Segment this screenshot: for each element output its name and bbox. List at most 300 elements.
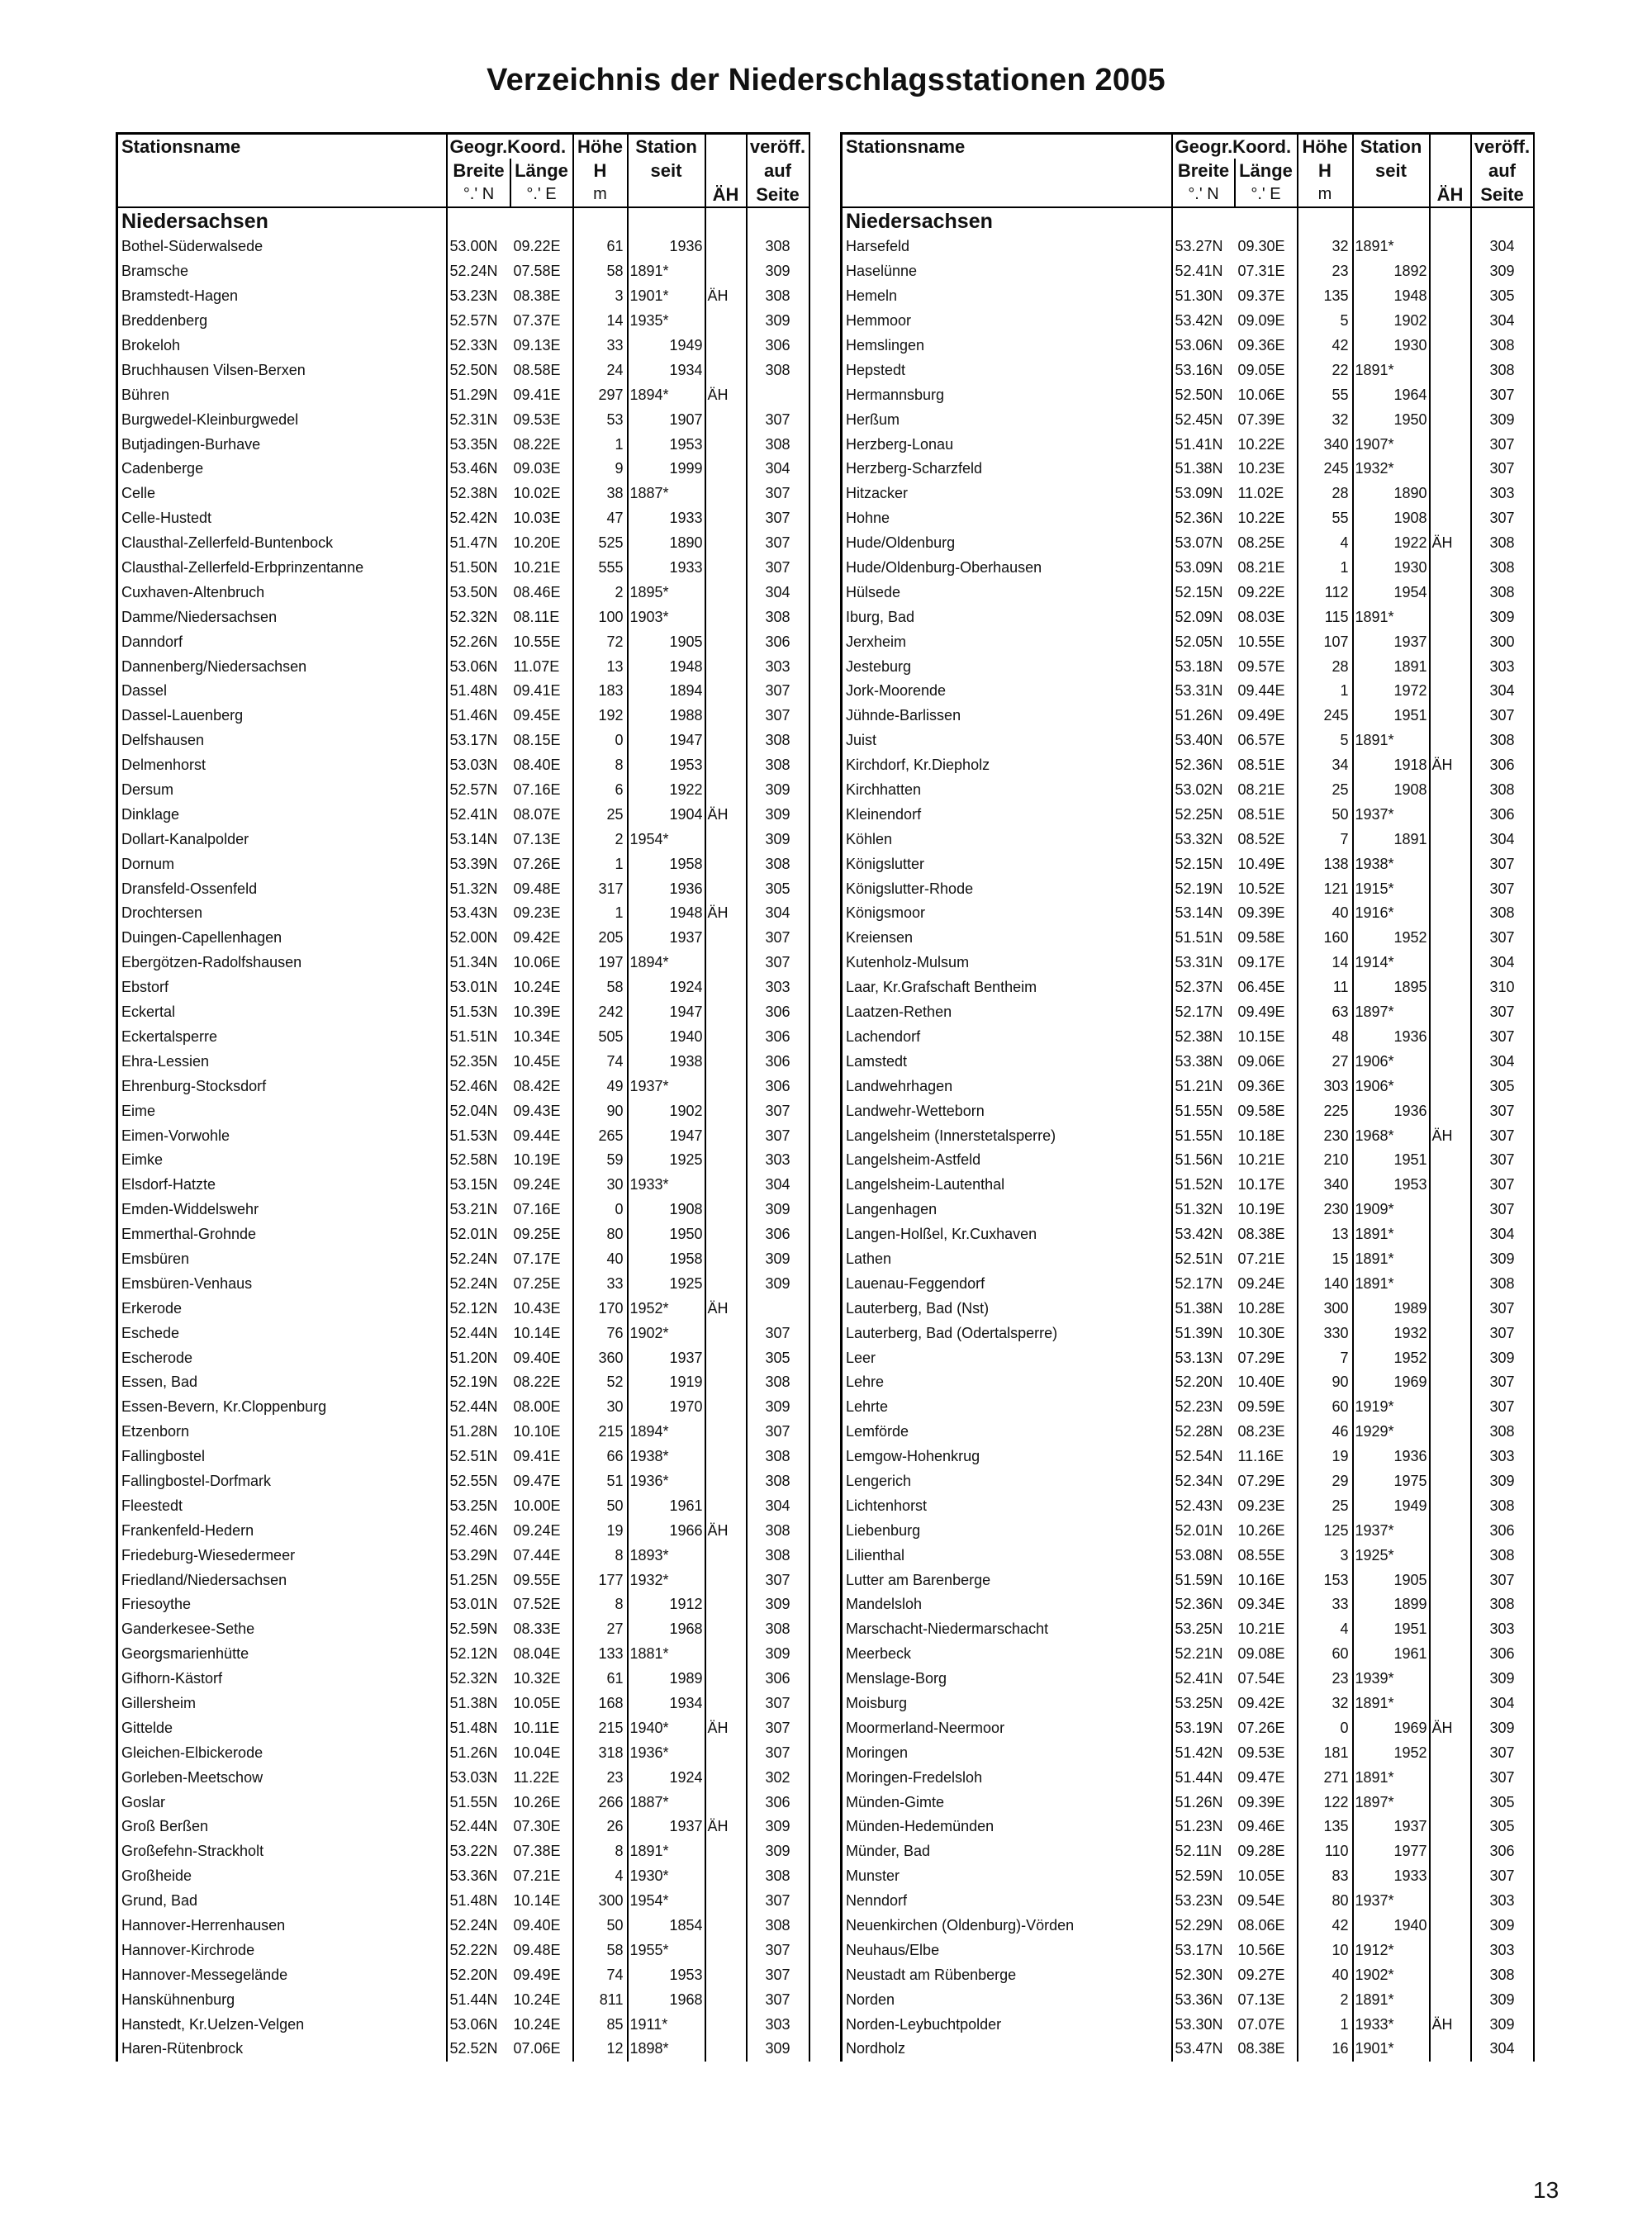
longitude: 10.34E — [513, 1027, 561, 1045]
station-since: 1940 — [1353, 1914, 1430, 1938]
longitude: 09.13E — [513, 337, 561, 354]
table-row — [117, 235, 809, 259]
station-since: 1937* — [1353, 1889, 1430, 1914]
height: 4 — [573, 1864, 628, 1889]
longitude: 10.26E — [513, 1793, 561, 1810]
table-row — [842, 1173, 1534, 1198]
aeh-flag — [705, 1000, 747, 1025]
station-since: 1904 — [628, 802, 705, 827]
header-since-blank — [1353, 183, 1430, 207]
station-name: Dersum — [117, 778, 447, 803]
aeh-flag — [705, 1642, 747, 1667]
table-row — [842, 1395, 1534, 1420]
station-since: 1933* — [1353, 2012, 1430, 2037]
published-page: 305 — [1471, 284, 1534, 309]
station-name: Delfshausen — [117, 728, 447, 753]
published-page: 306 — [747, 1049, 809, 1074]
latitude: 53.25N — [1172, 1617, 1235, 1642]
latitude: 51.52N — [1172, 1173, 1235, 1198]
height: 23 — [1298, 1667, 1353, 1692]
station-since: 1933 — [1353, 1864, 1430, 1889]
header-published: veröff. — [747, 134, 809, 159]
longitude: 07.37E — [513, 312, 561, 330]
published-page: 309 — [1471, 1247, 1534, 1272]
header-height: Höhe — [1298, 134, 1353, 159]
published-page: 306 — [747, 1790, 809, 1815]
station-since: 1905 — [1353, 1568, 1430, 1592]
published-page: 309 — [747, 1247, 809, 1272]
latitude: 53.31N — [1172, 679, 1235, 704]
station-name: Harsefeld — [842, 235, 1172, 259]
table-row — [842, 901, 1534, 926]
station-since: 1891 — [1353, 654, 1430, 679]
longitude: 09.41E — [513, 386, 561, 403]
height: 40 — [573, 1247, 628, 1272]
latitude: 52.45N — [1172, 407, 1235, 432]
station-name: Kreiensen — [842, 926, 1172, 951]
latitude: 53.30N — [1172, 2012, 1235, 2037]
height: 230 — [1298, 1198, 1353, 1222]
longitude: 10.04E — [513, 1744, 561, 1761]
aeh-flag — [1430, 407, 1471, 432]
aeh-flag: ÄH — [1430, 753, 1471, 778]
latitude: 53.36N — [1172, 1987, 1235, 2012]
published-page: 308 — [1471, 334, 1534, 358]
station-name: Liebenburg — [842, 1518, 1172, 1543]
published-page: 307 — [1471, 1000, 1534, 1025]
latitude: 51.38N — [1172, 457, 1235, 482]
longitude: 10.15E — [1237, 1027, 1285, 1045]
station-since: 1930 — [1353, 334, 1430, 358]
latitude: 52.44N — [447, 1321, 510, 1345]
published-page: 305 — [747, 876, 809, 901]
header-page: Seite — [747, 183, 809, 207]
header-since: seit — [628, 159, 705, 183]
longitude: 09.47E — [513, 1472, 561, 1489]
station-name: Lutter am Barenberge — [842, 1568, 1172, 1592]
latitude: 52.11N — [1172, 1839, 1235, 1864]
latitude: 51.46N — [447, 704, 510, 728]
station-name: Laatzen-Rethen — [842, 1000, 1172, 1025]
station-name: Gifhorn-Kästorf — [117, 1667, 447, 1692]
published-page: 304 — [1471, 1049, 1534, 1074]
station-name: Eckertalsperre — [117, 1025, 447, 1050]
station-since: 1938* — [628, 1445, 705, 1469]
latitude: 52.19N — [447, 1370, 510, 1395]
latitude: 51.48N — [447, 1715, 510, 1740]
station-since: 1935* — [628, 309, 705, 334]
height: 14 — [1298, 951, 1353, 975]
longitude: 10.06E — [1237, 386, 1285, 403]
longitude: 09.42E — [513, 929, 561, 947]
height: 15 — [1298, 1247, 1353, 1272]
latitude: 53.08N — [1172, 1543, 1235, 1568]
height: 49 — [573, 1074, 628, 1099]
table-row — [117, 1765, 809, 1790]
station-since: 1890 — [628, 531, 705, 556]
published-page: 307 — [747, 926, 809, 951]
station-name: Köhlen — [842, 827, 1172, 852]
station-since: 1902 — [628, 1099, 705, 1123]
station-since: 1891* — [1353, 1987, 1430, 2012]
latitude: 52.44N — [447, 1815, 510, 1839]
height: 63 — [1298, 1000, 1353, 1025]
height: 140 — [1298, 1271, 1353, 1296]
height: 19 — [1298, 1445, 1353, 1469]
table-row — [842, 1345, 1534, 1370]
table-row — [842, 951, 1534, 975]
published-page: 307 — [747, 482, 809, 506]
header-station-name: Stationsname — [117, 134, 447, 159]
station-since: 1966 — [628, 1518, 705, 1543]
latitude: 52.51N — [1172, 1247, 1235, 1272]
published-page: 307 — [1471, 382, 1534, 407]
published-page: 305 — [1471, 1815, 1534, 1839]
station-name: Dornum — [117, 852, 447, 876]
station-name: Friesoythe — [117, 1592, 447, 1617]
longitude: 10.10E — [513, 1423, 561, 1440]
height: 58 — [573, 259, 628, 284]
station-name: Cadenberge — [117, 457, 447, 482]
station-name: Lemgow-Hohenkrug — [842, 1445, 1172, 1469]
published-page: 307 — [1471, 1099, 1534, 1123]
station-since: 1951 — [1353, 1148, 1430, 1173]
station-name: Königslutter — [842, 852, 1172, 876]
header-latitude: Breite — [1172, 159, 1235, 183]
height: 13 — [573, 654, 628, 679]
longitude: 09.36E — [1237, 1077, 1285, 1094]
latitude: 52.46N — [447, 1074, 510, 1099]
station-since: 1908 — [1353, 778, 1430, 803]
published-page: 304 — [1471, 235, 1534, 259]
longitude: 07.38E — [513, 1843, 561, 1860]
station-since: 1932 — [1353, 1321, 1430, 1345]
height: 1 — [573, 852, 628, 876]
height: 58 — [573, 975, 628, 1000]
table-row — [842, 1617, 1534, 1642]
latitude: 53.19N — [1172, 1715, 1235, 1740]
station-since: 1899 — [1353, 1592, 1430, 1617]
station-since: 1939* — [1353, 1667, 1430, 1692]
header-blank — [842, 159, 1172, 183]
published-page: 308 — [1471, 1420, 1534, 1445]
table-row — [117, 1173, 809, 1198]
longitude: 09.25E — [513, 1226, 561, 1243]
longitude: 10.23E — [1237, 460, 1285, 477]
longitude: 08.21E — [1237, 781, 1285, 799]
aeh-flag — [705, 827, 747, 852]
station-since: 1936* — [628, 1740, 705, 1765]
height: 4 — [1298, 1617, 1353, 1642]
published-page: 308 — [1471, 531, 1534, 556]
station-name: Hemslingen — [842, 334, 1172, 358]
height: 135 — [1298, 1815, 1353, 1839]
published-page: 307 — [1471, 1765, 1534, 1790]
published-page: 300 — [1471, 629, 1534, 654]
longitude: 10.06E — [513, 954, 561, 971]
table-row — [842, 1938, 1534, 1962]
table-row — [117, 827, 809, 852]
published-page: 308 — [747, 235, 809, 259]
station-name: Bramsche — [117, 259, 447, 284]
station-since: 1891* — [1353, 1271, 1430, 1296]
latitude: 52.44N — [447, 1395, 510, 1420]
station-name: Eschede — [117, 1321, 447, 1345]
height: 25 — [573, 802, 628, 827]
station-name: Lauenau-Feggendorf — [842, 1271, 1172, 1296]
aeh-flag — [1430, 1049, 1471, 1074]
published-page: 308 — [747, 1914, 809, 1938]
latitude: 51.55N — [447, 1790, 510, 1815]
longitude: 09.59E — [1237, 1398, 1285, 1416]
longitude: 10.32E — [513, 1670, 561, 1687]
published-page: 309 — [1471, 2012, 1534, 2037]
aeh-flag — [1430, 827, 1471, 852]
longitude: 08.33E — [513, 1620, 561, 1638]
published-page: 307 — [747, 506, 809, 531]
station-since: 1958 — [628, 852, 705, 876]
published-page: 303 — [1471, 1889, 1534, 1914]
aeh-flag — [1430, 629, 1471, 654]
published-page: 308 — [1471, 728, 1534, 753]
table-row — [842, 432, 1534, 457]
latitude: 53.50N — [447, 580, 510, 605]
published-page: 309 — [1471, 1715, 1534, 1740]
station-since: 1937 — [628, 1815, 705, 1839]
published-page: 307 — [747, 1321, 809, 1345]
height: 6 — [573, 778, 628, 803]
latitude: 51.39N — [1172, 1321, 1235, 1345]
table-row — [117, 1370, 809, 1395]
longitude: 07.31E — [1237, 263, 1285, 280]
station-name: Ganderkesee-Sethe — [117, 1617, 447, 1642]
aeh-flag — [705, 506, 747, 531]
height: 14 — [573, 309, 628, 334]
latitude: 51.20N — [447, 1345, 510, 1370]
station-since: 1912 — [628, 1592, 705, 1617]
station-since: 1952 — [1353, 1345, 1430, 1370]
published-page: 307 — [1471, 506, 1534, 531]
aeh-flag — [1430, 556, 1471, 581]
header-aeh-blank2 — [1430, 159, 1471, 183]
published-page: 303 — [1471, 1617, 1534, 1642]
aeh-flag — [1430, 1173, 1471, 1198]
aeh-flag — [1430, 704, 1471, 728]
station-since: 1891* — [628, 259, 705, 284]
station-since: 1953 — [1353, 1173, 1430, 1198]
height: 32 — [1298, 407, 1353, 432]
station-since: 1999 — [628, 457, 705, 482]
aeh-flag — [1430, 309, 1471, 334]
station-name: Duingen-Capellenhagen — [117, 926, 447, 951]
longitude: 09.22E — [1237, 583, 1285, 600]
table-row — [117, 876, 809, 901]
height: 110 — [1298, 1839, 1353, 1864]
table-row — [842, 2012, 1534, 2037]
station-since: 1891* — [1353, 605, 1430, 629]
station-name: Clausthal-Zellerfeld-Erbprinzentanne — [117, 556, 447, 581]
station-name: Nenndorf — [842, 1889, 1172, 1914]
published-page: 309 — [1471, 605, 1534, 629]
published-page: 303 — [747, 975, 809, 1000]
height: 55 — [1298, 506, 1353, 531]
height: 53 — [573, 407, 628, 432]
longitude: 10.30E — [1237, 1324, 1285, 1341]
height: 76 — [573, 1321, 628, 1345]
station-since: 1934 — [628, 1692, 705, 1716]
station-since: 1977 — [1353, 1839, 1430, 1864]
station-since: 1895* — [628, 580, 705, 605]
station-name: Celle — [117, 482, 447, 506]
station-table-right — [840, 132, 1535, 2062]
latitude: 52.55N — [447, 1469, 510, 1494]
aeh-flag — [1430, 802, 1471, 827]
latitude: 53.17N — [1172, 1938, 1235, 1962]
aeh-flag — [1430, 654, 1471, 679]
longitude: 09.53E — [513, 410, 561, 428]
station-name: Eime — [117, 1099, 447, 1123]
published-page: 306 — [747, 1667, 809, 1692]
longitude: 10.03E — [513, 510, 561, 527]
height: 3 — [1298, 1543, 1353, 1568]
longitude: 08.42E — [513, 1077, 561, 1094]
height: 210 — [1298, 1148, 1353, 1173]
latitude: 52.51N — [447, 1445, 510, 1469]
header-station: Station — [628, 134, 705, 159]
table-row — [117, 1914, 809, 1938]
height: 1 — [1298, 679, 1353, 704]
height: 300 — [1298, 1296, 1353, 1321]
latitude: 53.01N — [447, 1592, 510, 1617]
aeh-flag — [705, 1667, 747, 1692]
longitude: 10.24E — [513, 2015, 561, 2033]
aeh-flag: ÄH — [705, 1815, 747, 1839]
station-name: Dannenberg/Niedersachsen — [117, 654, 447, 679]
station-since: 1925* — [1353, 1543, 1430, 1568]
published-page: 304 — [747, 1173, 809, 1198]
aeh-flag — [1430, 1914, 1471, 1938]
published-page: 308 — [747, 1469, 809, 1494]
published-page: 308 — [1471, 901, 1534, 926]
height: 271 — [1298, 1765, 1353, 1790]
station-name: Elsdorf-Hatzte — [117, 1173, 447, 1198]
station-name: Gittelde — [117, 1715, 447, 1740]
longitude: 07.06E — [513, 2040, 561, 2057]
latitude: 51.23N — [1172, 1815, 1235, 1839]
longitude: 11.02E — [1237, 485, 1284, 502]
station-name: Lauterberg, Bad (Odertalsperre) — [842, 1321, 1172, 1345]
header-height: Höhe — [573, 134, 628, 159]
height: 48 — [1298, 1025, 1353, 1050]
station-name: Hohne — [842, 506, 1172, 531]
longitude: 07.52E — [513, 1596, 561, 1613]
station-name: Gorleben-Meetschow — [117, 1765, 447, 1790]
table-row — [842, 1568, 1534, 1592]
height: 32 — [1298, 1692, 1353, 1716]
longitude: 07.17E — [513, 1250, 561, 1267]
table-row — [842, 580, 1534, 605]
table-row — [117, 457, 809, 482]
table-row — [842, 358, 1534, 382]
station-name: Fleestedt — [117, 1493, 447, 1518]
table-row — [842, 827, 1534, 852]
latitude: 51.51N — [1172, 926, 1235, 951]
height: 38 — [573, 482, 628, 506]
station-name: Ehra-Lessien — [117, 1049, 447, 1074]
station-name: Ebstorf — [117, 975, 447, 1000]
table-row — [842, 605, 1534, 629]
aeh-flag — [705, 1074, 747, 1099]
station-name: Lauterberg, Bad (Nst) — [842, 1296, 1172, 1321]
latitude: 51.32N — [447, 876, 510, 901]
height: 55 — [1298, 382, 1353, 407]
station-name: Hannover-Messegelände — [117, 1962, 447, 1987]
published-page: 304 — [1471, 309, 1534, 334]
table-row — [842, 1247, 1534, 1272]
station-since: 1909* — [1353, 1198, 1430, 1222]
aeh-flag — [705, 1740, 747, 1765]
aeh-flag — [705, 1445, 747, 1469]
latitude: 53.09N — [1172, 482, 1235, 506]
latitude: 52.32N — [447, 1667, 510, 1692]
latitude: 53.35N — [447, 432, 510, 457]
aeh-flag — [705, 951, 747, 975]
table-row — [117, 1000, 809, 1025]
table-row — [117, 975, 809, 1000]
aeh-flag — [705, 1123, 747, 1148]
table-row — [842, 1123, 1534, 1148]
station-since: 1937 — [628, 1345, 705, 1370]
latitude: 51.21N — [1172, 1074, 1235, 1099]
height: 297 — [573, 382, 628, 407]
table-row — [842, 407, 1534, 432]
longitude: 09.58E — [1237, 929, 1285, 947]
station-name: Mandelsloh — [842, 1592, 1172, 1617]
published-page: 308 — [747, 1445, 809, 1469]
longitude: 10.20E — [513, 534, 561, 552]
longitude: 07.16E — [513, 781, 561, 799]
latitude: 52.01N — [1172, 1518, 1235, 1543]
longitude: 10.43E — [513, 1299, 561, 1317]
station-name: Jesteburg — [842, 654, 1172, 679]
station-name: Dransfeld-Ossenfeld — [117, 876, 447, 901]
aeh-flag — [1430, 432, 1471, 457]
height: 40 — [1298, 1962, 1353, 1987]
aeh-flag — [1430, 1740, 1471, 1765]
header-m-unit: m — [1298, 183, 1353, 207]
height: 100 — [573, 605, 628, 629]
published-page: 307 — [747, 1715, 809, 1740]
published-page: 309 — [747, 1271, 809, 1296]
published-page: 307 — [1471, 1568, 1534, 1592]
table-row — [842, 975, 1534, 1000]
station-since: 1951 — [1353, 1617, 1430, 1642]
station-name: Lehrte — [842, 1395, 1172, 1420]
aeh-flag — [705, 1469, 747, 1494]
aeh-flag — [705, 235, 747, 259]
published-page: 308 — [1471, 1962, 1534, 1987]
station-since: 1950 — [1353, 407, 1430, 432]
header-aeh: ÄH — [705, 183, 747, 207]
longitude: 07.16E — [513, 1201, 561, 1218]
station-since: 1891* — [1353, 235, 1430, 259]
header-lat-unit: °.' N — [1172, 183, 1235, 207]
published-page: 309 — [747, 259, 809, 284]
aeh-flag — [705, 753, 747, 778]
station-rows-left — [117, 207, 809, 2062]
table-row — [842, 728, 1534, 753]
aeh-flag — [1430, 1815, 1471, 1839]
